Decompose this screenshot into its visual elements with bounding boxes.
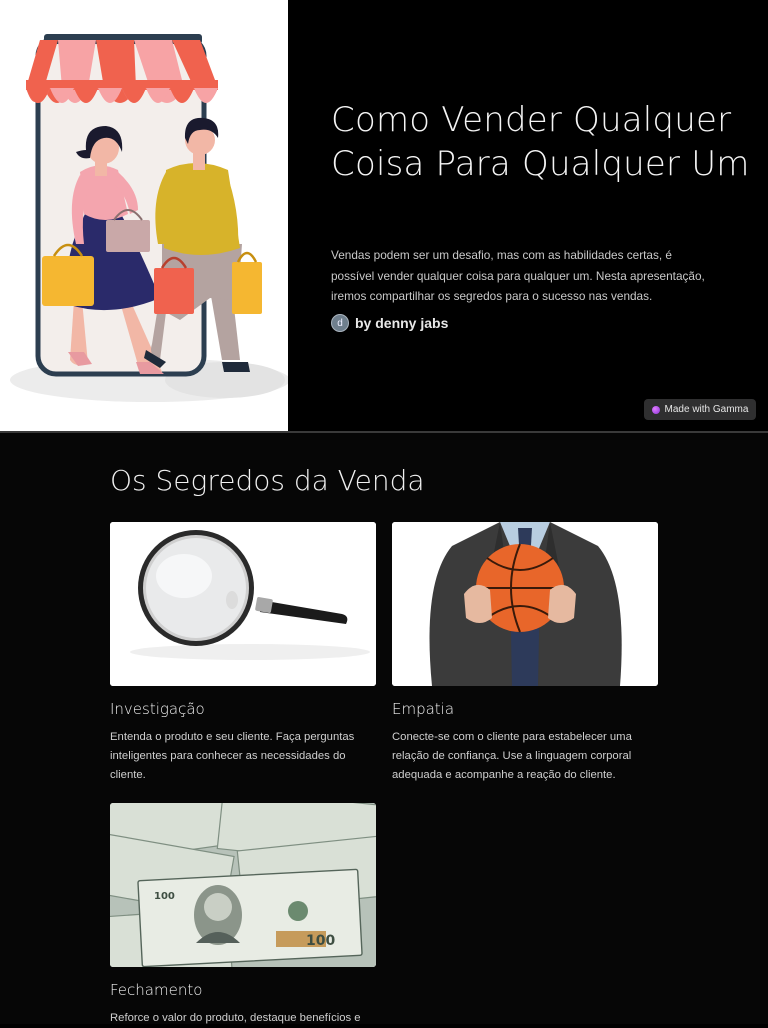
badge-label: Made with Gamma <box>664 404 749 415</box>
author-name: by denny jabs <box>355 315 449 331</box>
card-investigacao <box>110 522 376 785</box>
card-image <box>392 522 658 686</box>
presentation-title: Como Vender Qualquer Coisa Para Qualquer Um <box>331 100 750 184</box>
dollar-bills-icon <box>110 803 376 967</box>
svg-text:100: 100 <box>154 891 175 902</box>
gamma-logo-icon <box>652 406 660 414</box>
card-image <box>110 522 376 686</box>
magnifying-glass-icon <box>110 522 376 686</box>
businessman-basketball-icon <box>392 522 658 686</box>
card-heading: Fechamento <box>110 981 203 999</box>
card-text: Conecte-se com o cliente para estabelecer uma relação de confiança. Use a linguagem corporal adequada e acompanhe a reação do cliente. <box>392 731 632 781</box>
shop-couple-illustration-icon <box>0 0 288 432</box>
avatar: d <box>331 314 349 332</box>
hero-illustration <box>0 0 288 432</box>
card-image <box>110 803 376 967</box>
card-heading: Investigação <box>110 700 205 718</box>
card-heading: Empatia <box>392 700 455 718</box>
made-with-gamma-button[interactable] <box>644 399 756 420</box>
card-fechamento <box>110 803 376 1028</box>
presentation-description: Vendas podem ser um desafio, mas com as habilidades certas, é possível vender qualquer coisa para qualquer um. Nesta apresentação, iremos compartilhar os segredos para o sucesso nas vendas. <box>331 248 705 303</box>
svg-text:100: 100 <box>306 933 336 949</box>
author-byline <box>331 313 448 333</box>
title-slide <box>0 0 768 432</box>
section-title: Os Segredos da Venda <box>110 464 425 497</box>
card-text: Entenda o produto e seu cliente. Faça perguntas inteligentes para conhecer as necessidades do cliente. <box>110 731 355 781</box>
secrets-slide <box>0 433 768 1024</box>
card-empatia <box>392 522 658 785</box>
card-text: Reforce o valor do produto, destaque benefícios e <box>110 1012 361 1024</box>
